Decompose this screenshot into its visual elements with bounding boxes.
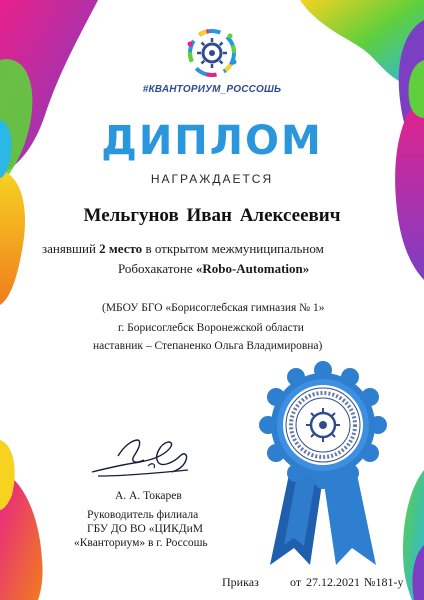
achievement-suffix: в открытом межмуниципальном xyxy=(142,241,324,256)
handwritten-signature-icon xyxy=(88,432,196,484)
achievement-prefix: занявший xyxy=(42,241,100,256)
achievement-line-2 xyxy=(118,261,309,277)
achievement-line-1 xyxy=(42,241,324,257)
achievement-place: 2 место xyxy=(99,241,143,256)
signer-position-3: «Кванториум» в г. Россошь xyxy=(74,537,208,549)
blob-left-yellow xyxy=(0,170,25,305)
achievement-line2-prefix: Робохакатоне xyxy=(118,261,196,276)
recipient-name: Мельгунов Иван Алексеевич xyxy=(83,205,341,226)
order-date: 27.12.2021 xyxy=(306,575,360,589)
order-number: №181-у xyxy=(364,575,404,589)
signer-name: А. А. Токарев xyxy=(115,490,182,502)
event-name: «Robo-Automation» xyxy=(195,261,310,276)
school-name: (МБОУ БГО «Борисоглебская гимназия № 1» xyxy=(102,302,325,314)
diploma-title: ДИПЛОМ xyxy=(101,118,323,164)
signer-position-1: Руководитель филиала xyxy=(87,509,199,521)
award-rosette-icon xyxy=(258,360,388,570)
order-date-prefix: от xyxy=(290,575,302,589)
mentor-line: наставник – Степаненко Ольга Владимировна) xyxy=(93,340,323,352)
awarded-label: НАГРАЖДАЕТСЯ xyxy=(150,172,274,186)
order-label: Приказ xyxy=(222,575,259,589)
signer-position-2: ГБУ ДО ВО «ЦИКДиМ xyxy=(87,523,203,535)
kvantorium-logo-icon xyxy=(182,24,242,82)
kvantorium-hashtag: #КВАНТОРИУМ_РОССОШЬ xyxy=(142,84,282,95)
school-city: г. Борисоглебск Воронежской области xyxy=(118,322,304,334)
